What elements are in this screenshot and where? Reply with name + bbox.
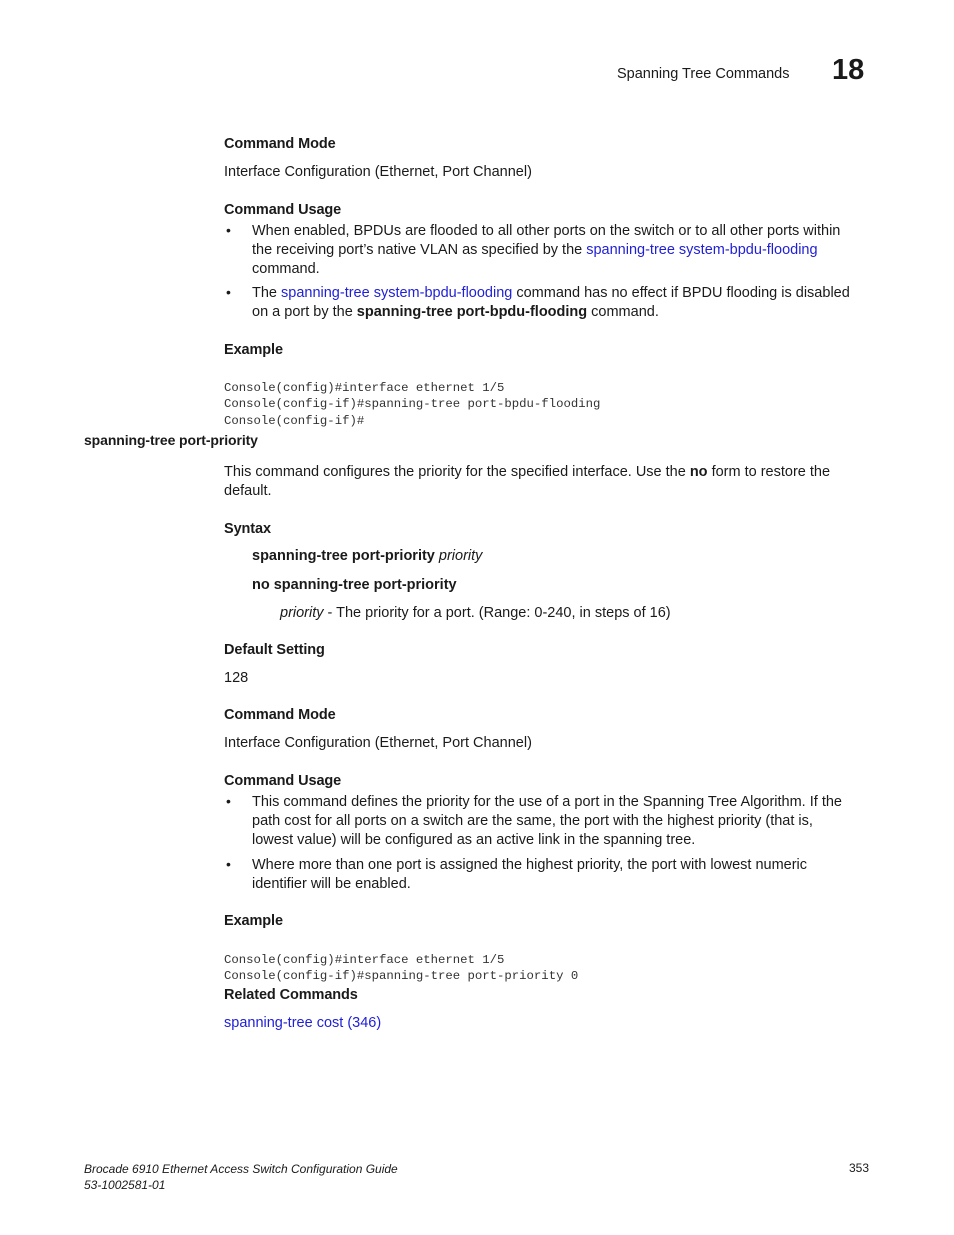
- system-bpdu-flooding-link[interactable]: spanning-tree system-bpdu-flooding: [586, 242, 818, 258]
- example-heading: Example: [224, 342, 283, 358]
- bullet-item: The spanning-tree system-bpdu-flooding command has no effect if BPDU flooding is disabled on a port by the spanning-tree port-bpdu-flooding command.: [252, 285, 850, 320]
- footer-doc-title: Brocade 6910 Ethernet Access Switch Configuration Guide: [84, 1162, 398, 1176]
- code-line: Console(config-if)#spanning-tree port-priority 0: [224, 969, 579, 983]
- command-mode-heading: Command Mode: [224, 707, 336, 723]
- syntax-heading: Syntax: [224, 521, 271, 537]
- code-block: [224, 363, 600, 446]
- bullet-item: This command defines the priority for the use of a port in the Spanning Tree Algorithm. If the path cost for all ports on a switch are the same, the port with the highest priority (that is, lowest value) will be configured as an active link in the spanning tree.: [252, 794, 842, 848]
- related-command-link[interactable]: spanning-tree cost (346): [224, 1015, 382, 1031]
- bullet-marker: •: [226, 222, 231, 238]
- code-line: Console(config-if)#: [224, 413, 365, 428]
- command-mode-text: Interface Configuration (Ethernet, Port Channel): [224, 164, 532, 180]
- command-mode-heading: Command Mode: [224, 136, 336, 152]
- bullet-marker: •: [226, 856, 231, 872]
- default-setting-heading: Default Setting: [224, 642, 325, 658]
- bullet-item: Where more than one port is assigned the highest priority, the port with lowest numeric identifier will be enabled.: [252, 857, 808, 892]
- default-value: 128: [224, 670, 249, 686]
- bullet-marker: •: [226, 284, 231, 300]
- system-bpdu-flooding-link[interactable]: spanning-tree system-bpdu-flooding: [281, 285, 513, 301]
- footer-page-number: 353: [849, 1161, 870, 1175]
- footer-doc-number: 53-1002581-01: [84, 1178, 166, 1192]
- bullet-marker: •: [226, 793, 231, 809]
- example-heading: Example: [224, 913, 283, 929]
- code-line: Console(config)#interface ethernet 1/5: [224, 380, 505, 395]
- code-line: Console(config-if)#spanning-tree port-bpdu-flooding: [224, 397, 601, 411]
- command-usage-heading: Command Usage: [224, 202, 342, 218]
- related-commands-heading: Related Commands: [224, 987, 358, 1003]
- code-line: Console(config)#interface ethernet 1/5: [224, 952, 505, 967]
- command-mode-text: Interface Configuration (Ethernet, Port Channel): [224, 735, 532, 751]
- command-usage-heading: Command Usage: [224, 773, 342, 789]
- chapter-number: 18: [832, 54, 865, 86]
- syntax-line: spanning-tree port-priority priority: [252, 548, 483, 564]
- chapter-title: Spanning Tree Commands: [617, 66, 790, 82]
- bullet-item: When enabled, BPDUs are flooded to all other ports on the switch or to all other ports within the receiving port’s native VLAN as specified by the spanning-tree system-bpdu-flooding command.: [252, 223, 841, 277]
- command-title: spanning-tree port-priority: [84, 432, 258, 448]
- syntax-line: no spanning-tree port-priority: [252, 577, 457, 593]
- command-description: This command configures the priority for the specified interface. Use the no form to restore the default.: [224, 464, 831, 499]
- parameter-description: priority - The priority for a port. (Range: 0-240, in steps of 16): [280, 605, 671, 621]
